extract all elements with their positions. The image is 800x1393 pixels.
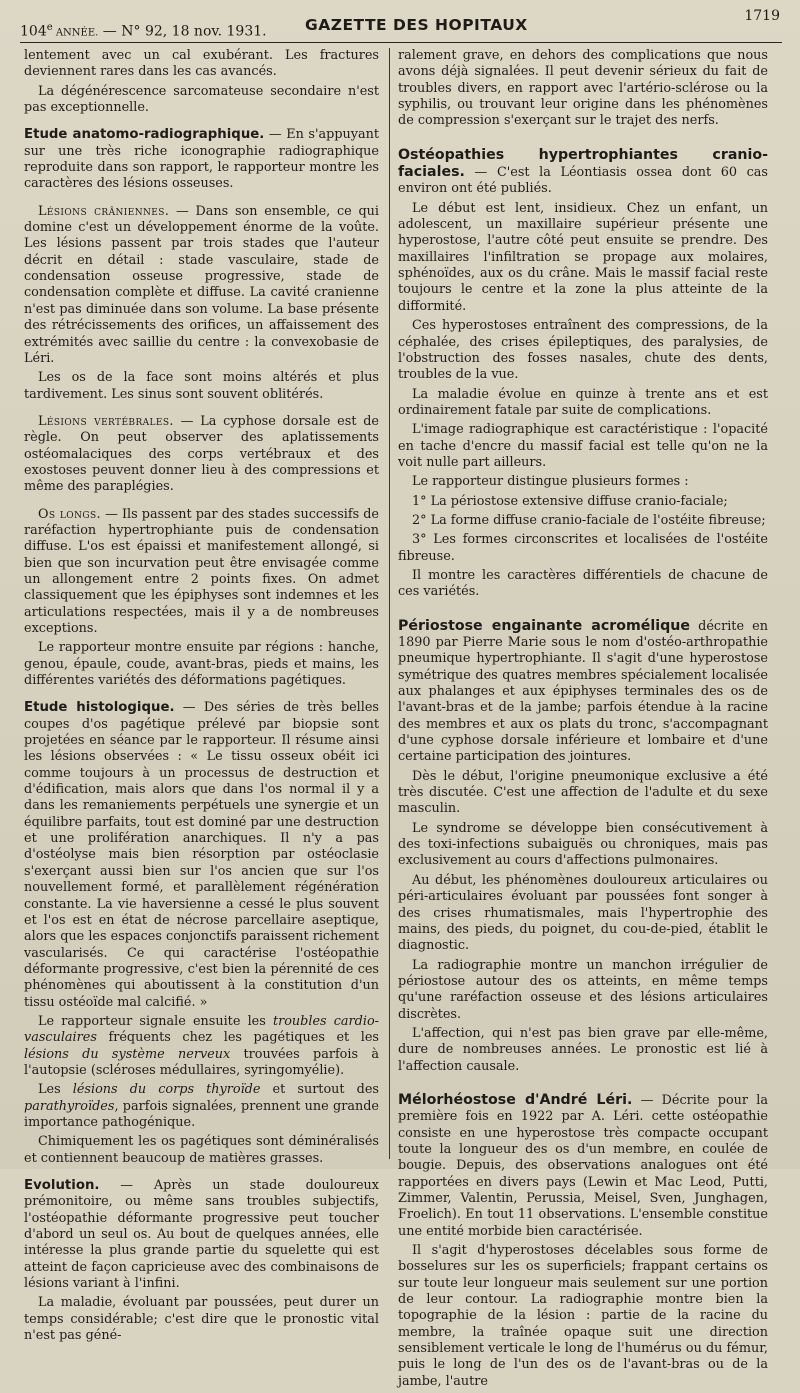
subsection-text: — La cyphose dorsale est de règle. On peut observer des aplatissements ostéomalaciques des corps vertébraux et des exostoses peuvent donner lieu à des compressions et même des paraplégies. [24,413,379,495]
paragraph: Il montre les caractères différentiels de chacune de ces variétés. [398,567,768,600]
subsection-heading: Os longs. [38,506,101,522]
section-text: — Des séries de très belles coupes d'os pagétique prélevé par biopsie sont projetées en séance par le rapporteur. Il résume ainsi les lésions observées : « Le tissu osseux obéit ici comme toujours à un processus de destruction et d'édification, mais alors que dans l'os normal il y a dans les remaniements perpétuels une synergie et un équilibre parfaits, tout est dominé par une destruction et une prolifération anarchiques. Il n'y a pas d'ostéolyse mais bien résorption par ostéoclasie s'exerçant aussi bien sur l'os ancien que sur l'os nouvellement formé, et parallèlement régénération constante. La vie haversienne a cessé le plus souvent et l'os est en état de nécrose parcellaire aseptique, alors que les espaces conjonctifs paraissent richement vascularisés. Ce qui caractérise l'ostéopathie déformante progressive, c'est bien la pérennité de ces phénomènes qui aboutissent à la constitution d'un tissu ostéoïde mal calcifié. » [24,700,379,1010]
section-heading: Ostéopathies hypertrophiantes cranio-faciales. [398,146,768,181]
list-item: 3° Les formes circonscrites et localisées de l'ostéite fibreuse. [398,532,768,564]
subsection-vert [24,414,379,496]
section-histo [24,700,379,1011]
section-osteopathies [398,147,768,198]
section-heading: Etude anatomo-radiographique. [24,127,265,143]
paragraph: Ces hyperostoses entraînent des compressions, de la céphalée, des crises épileptiques, des paralysies, de l'obstruction des fosses nasales, chute des dents, troubles de la vue. [398,318,768,383]
annee-label: ANNÉE. [52,27,99,39]
list-item: 2° La forme diffuse cranio-faciale de l'ostéite fibreuse; [412,512,766,528]
paragraph: Le syndrome se développe bien consécutivement à des toxi-infections subaiguës ou chroniques, mais pas exclusivement au cours d'affections pulmonaires. [398,820,768,869]
section-heading: Evolution. [24,1178,100,1193]
paragraph: Les os de la face sont moins altérés et plus tardivement. Les sinus sont souvent oblitérés. [24,370,379,402]
text: fréquents chez les pagétiques et les [96,1030,379,1046]
italic-term: lésions du corps thyroïde [72,1082,261,1098]
journal-title: GAZETTE DES HOPITAUX [305,16,528,34]
text: , parfois signalées, prennent une grande importance pathogénique. [24,1098,379,1130]
subsection-heading: Lésions vertébrales. [38,413,174,429]
paragraph: La maladie, évoluant par poussées, peut durer un temps considérable; c'est dire que le pronostic vital n'est pas géné- [24,1295,379,1344]
text: Le rapporteur signale ensuite les [38,1013,273,1029]
year-number: 104 [20,23,47,40]
subsection-text: — Ils passent par des stades successifs de raréfaction hypertrophiante puis de condensation diffuse. L'os est épaissi et manifestement allongé, si bien que son incurvation peut être envisagée comme un allongement entre 2 points fixes. On admet classiquement que les épiphyses sont indemnes et les articulations respectées, mais il y a de nombreuses exceptions. [24,506,380,636]
paragraph: L'image radiographique est caractéristique : l'opacité en tache d'encre du massif facial est telle qu'on ne la voit nulle part ailleurs. [398,422,768,470]
left-column [24,48,379,1347]
paragraph: lentement avec un cal exubérant. Les fractures deviennent rares dans les cas avancés. [24,48,379,80]
section-melorheostose [398,1092,768,1240]
section-etude [24,127,379,192]
paragraph-thyroide [24,1082,379,1131]
section-text: décrite en 1890 par Pierre Marie sous le nom d'ostéo-arthropathie pneumique hypertrophiante. Il s'agit d'une hyperostose symétrique des quatres membres spécialement localisée aux phalanges et aux épiphyses terminales des os de l'avant-bras et de la jambe; parfois étendue à la racine des membres et aux os plats du tronc, s'accompagnant d'une cyphose dorsale inférieure et lombaire et d'une certaine participation des jointures. [398,618,768,765]
paragraph: L'affection, qui n'est pas bien grave par elle-même, dure de nombreuses années. Le pronostic est lié à l'affection causale. [398,1025,768,1074]
text: trouvées parfois à l'autopsie (scléroses médullaires, syringomyélie). [24,1046,379,1078]
paragraph: Il s'agit d'hyperostoses décelables sous forme de bosselures sur les os superficiels; frappant certains os sur toute leur longueur mais seulement sur une portion de leur contour. La radiographie montre bien la topographie de la lésion : partie de la racine du membre, la traînée opaque suit une direction sensiblement verticale le long de l'humérus ou du fémur, puis le long de l'un des os de l'avant-bras ou de la jambe, l'autre [398,1243,768,1389]
right-column [398,48,768,1393]
year-sup: e [46,22,53,33]
subsection-cran [24,204,379,367]
section-text: — Décrite pour la première fois en 1922 par A. Léri. cette ostéopathie consiste en une hyperostose très compacte occupant toute la longueur des os d'un membre, en coulée de bougie. Depuis, des observations analogues ont été rapportées en divers pays (Lewin et Mac Leod, Putti, Zimmer, Valentin, Perussia, Meisel, Sven, Junghagen, Froelich). En tout 11 observations. L'ensemble constitue une entité morbide bien caractérisée. [398,1092,768,1239]
paragraph: Le début est lent, insidieux. Chez un enfant, un adolescent, un maxillaire supérieur présente une hyperostose, l'autre côté peut ensuite se prendre. Des maxillaires l'infiltration se propage aux molaires, sphénoïdes, aux os du crâne. Mais le massif facial reste toujours le centre et la zone la plus atteinte de la difformité. [398,200,768,314]
paragraph: Le rapporteur montre ensuite par régions : hanche, genou, épaule, coude, avant-bras, pieds et mains, les différentes variétés des déformations pagétiques. [24,640,379,689]
italic-term: parathyroïdes [24,1098,115,1114]
text: Les [38,1082,73,1098]
paragraph: La dégénérescence sarcomateuse secondaire n'est pas exceptionnelle. [24,83,379,116]
issue-number-date: — N° 92, 18 nov. 1931. [98,23,267,40]
list-item: 1° La périostose extensive diffuse cranio-faciale; [412,493,728,509]
column-divider [389,48,390,1159]
text: et surtout des [260,1082,379,1098]
section-heading: Périostose engainante acromélique [398,617,690,634]
italic-term: troubles cardio-vasculaires [24,1013,379,1046]
paragraph-rapporteur [24,1014,379,1079]
issue-line [20,22,267,40]
page-header [20,6,782,43]
paragraph: Au début, les phénomènes douloureux articulaires ou péri-articulaires évoluant par poussées font songer à des crises rhumatismales, mais l'hypertrophie des mains, des pieds, du poignet, du cou-de-pied, établit le diagnostic. [398,872,768,954]
section-heading: Mélorhéostose d'André Léri. [398,1091,633,1108]
subsection-longs [24,507,379,638]
paragraph: Le rapporteur distingue plusieurs formes : [412,474,689,490]
section-periostose [398,618,768,766]
paragraph: Chimiquement les os pagétiques sont déminéralisés et contiennent beaucoup de matières grasses. [24,1134,379,1166]
paragraph: ralement grave, en dehors des complications que nous avons déjà signalées. Il peut devenir sérieux du fait de troubles divers, en rapport avec l'artério-sclérose ou la syphilis, ou trouvant leur origine dans les phénomènes de compression s'exerçant sur le trajet des nerfs. [398,48,768,129]
paragraph: Dès le début, l'origine pneumonique exclusive a été très discutée. C'est une affection de l'adulte et du sexe masculin. [398,768,768,817]
subsection-text: — Dans son ensemble, ce qui domine c'est un développement énorme de la voûte. Les lésions passent par trois stades que l'auteur décrit en détail : stade vasculaire, stade de condensation osseuse progressive, stade de condensation complète et diffuse. La cavité cranienne n'est pas diminuée dans son volume. La base présente des rétrécissements des orifices, un affaissement des extrémités avec saillie du centre : la convexobasie de Léri. [24,203,379,366]
page-number: 1719 [744,8,780,24]
italic-term: lésions du système nerveux [24,1046,231,1062]
paragraph: La radiographie montre un manchon irrégulier de périostose autour des os atteints, en même temps qu'une raréfaction osseuse et des lésions articulaires discrètes. [398,957,768,1022]
section-text: — Après un stade douloureux prémonitoire, ou même sans troubles subjectifs, l'ostéopathie déformante progressive peut toucher d'abord un seul os. Au bout de quelques années, elle intéresse la plus grande partie du squelette qui est atteint de façon capricieuse avec des combinaisons de lésions variant à l'infini. [24,1178,379,1292]
section-text: — En s'appuyant sur une très riche iconographie radiographique reproduite dans son rapport, le rapporteur montre les caractères des lésions osseuses. [24,127,379,192]
section-evolution [24,1178,379,1292]
subsection-heading: Lésions crâniennes. [38,203,170,219]
section-heading: Etude histologique. [24,700,175,716]
forms-list [398,494,768,565]
section-text: — C'est la Léontiasis ossea dont 60 cas environ ont été publiés. [398,165,768,197]
paragraph: La maladie évolue en quinze à trente ans et est ordinairement fatale par suite de complications. [398,386,768,418]
